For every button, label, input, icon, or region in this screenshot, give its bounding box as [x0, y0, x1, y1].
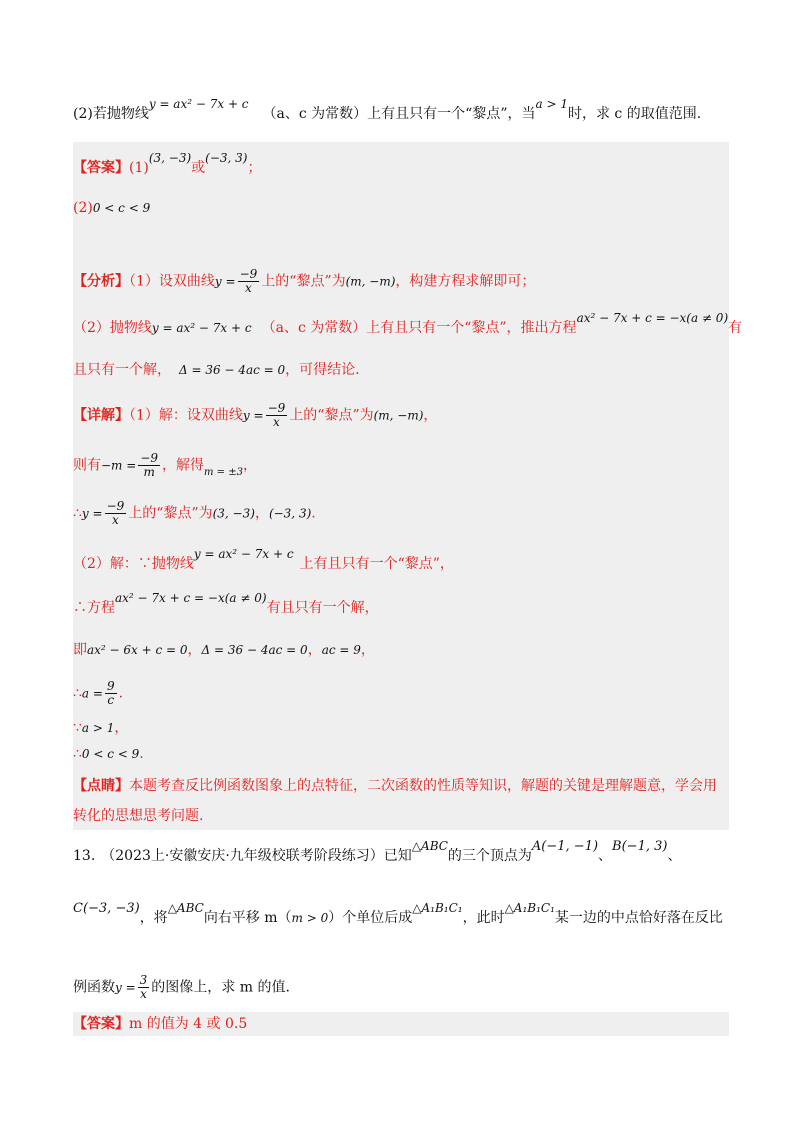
analysis-l1-c: ，构建方程求解即可；: [395, 273, 536, 290]
detail-line-8: [73, 718, 727, 738]
analysis-line-2: [73, 311, 743, 338]
analysis-l3-delta: Δ = 36 − 4ac = 0: [179, 363, 286, 377]
analysis-l1-a: （1）设双曲线: [129, 273, 215, 290]
answer-part1-end: ；: [247, 160, 262, 176]
answer13-tag: 【答案】: [73, 1016, 129, 1032]
fraction-numerator: −9: [267, 401, 286, 415]
detail-l4-equation: y = ax² − 7x + c: [193, 547, 294, 561]
analysis-line-1: [73, 268, 727, 295]
q13-vertex-b: B(−1, 3): [612, 839, 668, 854]
analysis-l2-b: （a、c 为常数）上有且只有一个“黎点”，推出方程: [261, 320, 577, 336]
detail-l3-b: 上的“黎点”为: [128, 505, 213, 522]
question-13-line-1: [73, 839, 727, 867]
q13-triangle: △ABC: [411, 839, 448, 853]
analysis-l1-y: y =: [214, 274, 236, 289]
fraction-denominator: x: [245, 281, 252, 295]
detail-l1-fraction: [266, 402, 288, 429]
analysis-l2-equation: y = ax² − 7x + c: [151, 321, 252, 335]
detail-l2-a: 则有: [73, 457, 101, 474]
fraction-numerator: −9: [140, 451, 159, 465]
detail-l1-a: （1）解：设双曲线: [129, 407, 243, 424]
fraction-denominator: x: [140, 987, 147, 1001]
answer-line-1: [73, 151, 727, 178]
q13-l2-c: ）个单位后成: [328, 910, 413, 926]
detail-line-6: [73, 640, 727, 660]
detail-l7-end: .: [118, 685, 124, 702]
q13-l3-fraction: [138, 974, 150, 1001]
q2-a-condition: a > 1: [535, 97, 568, 111]
analysis-l2-equation-2: ax² − 7x + c = −x(a ≠ 0): [576, 311, 729, 325]
answer-point-2: (−3, 3): [205, 151, 248, 165]
comment-text-1: 本题考查反比例函数图象上的点特征，二次函数的性质等知识，解题的关键是理解题意，学会用: [129, 778, 717, 794]
q13-l1-b: 的三个顶点为: [447, 848, 532, 864]
comment-line-2: [73, 806, 727, 826]
detail-l7-a: ∴: [73, 685, 82, 702]
q13-l2-a: ，将: [139, 910, 168, 926]
detail-l3-fraction: [105, 500, 127, 527]
detail-l8-a: ∵: [73, 720, 82, 736]
detail-l5-b: 有且只有一个解，: [266, 600, 379, 616]
analysis-l3-a: 且只有一个解，: [73, 362, 171, 378]
answer-part2-prefix: (2): [73, 200, 93, 216]
detail-l3-a: ∴: [73, 505, 82, 522]
detail-l3-point-2: (−3, 3): [268, 506, 312, 521]
question-13-line-2: [73, 901, 727, 929]
detail-l2-fraction: [138, 452, 160, 479]
detail-l7-lhs: a =: [81, 686, 103, 701]
analysis-l1-point: (m, −m): [345, 274, 396, 289]
fraction-denominator: m: [143, 465, 155, 479]
q13-l2-d: ，此时: [462, 910, 505, 926]
answer-or: 或: [191, 160, 206, 176]
detail-l6-a: 即: [73, 642, 87, 658]
q13-l2-b: 向右平移 m（: [203, 910, 292, 926]
fraction-numerator: 3: [139, 973, 148, 987]
q13-l1-end: 、: [667, 848, 682, 864]
analysis-tag: 【分析】: [73, 273, 129, 290]
analysis-l1-fraction: [238, 268, 260, 295]
detail-l1-b: 上的“黎点”为: [289, 407, 374, 424]
detail-l2-b: ，解得: [162, 457, 205, 474]
q13-l3-b: 的图像上，求 m 的值.: [151, 979, 290, 996]
question-2: [73, 97, 727, 124]
detail-l8-equation: a > 1: [81, 721, 115, 735]
q13-triangle-2: △ABC: [167, 901, 204, 915]
q13-triangle-a1b1c1-2: △A₁B₁C₁: [504, 901, 555, 915]
detail-l1-c: ，: [423, 407, 438, 424]
detail-l4-b: 上有且只有一个“黎点”，: [299, 556, 454, 572]
fraction-denominator: x: [273, 415, 280, 429]
analysis-l1-b: 上的“黎点”为: [261, 273, 346, 290]
detail-line-4: [73, 547, 727, 574]
comment-text-2: 转化的思想思考问题.: [73, 808, 204, 824]
detail-l6-sep1: ，: [187, 642, 202, 658]
q13-l3-a: 例函数: [73, 979, 115, 996]
answer-inequality: 0 < c < 9: [92, 201, 151, 215]
detail-l3-c: .: [311, 505, 316, 522]
q13-l3-y: y =: [115, 980, 136, 995]
fraction-numerator: −9: [106, 499, 125, 513]
q13-m-condition: m > 0: [291, 911, 329, 925]
detail-l2-solution: m = ±3: [204, 466, 243, 478]
fraction-denominator: c: [107, 693, 115, 707]
q2-condition: （a、c 为常数）上有且只有一个“黎点”，当: [262, 106, 536, 122]
q13-vertex-c: C(−3, −3): [73, 901, 140, 916]
detail-l8-end: ，: [114, 720, 129, 736]
analysis-l2-a: （2）抛物线: [73, 320, 152, 336]
detail-line-5: [73, 591, 727, 618]
detail-l9-equation: 0 < c < 9: [81, 747, 140, 761]
detail-l9-a: ∴: [73, 746, 82, 762]
detail-l6-equation-1: ax² − 6x + c = 0: [87, 643, 188, 657]
fraction-numerator: 9: [106, 679, 115, 693]
detail-l2-lhs: −m =: [101, 458, 137, 473]
detail-l2-c: ，: [242, 457, 257, 474]
question-13-line-3: [73, 974, 727, 1001]
detail-line-9: [73, 744, 727, 764]
q2-suffix: 时，求 c 的取值范围.: [567, 106, 702, 122]
fraction-denominator: x: [112, 513, 119, 527]
detail-tag: 【详解】: [73, 407, 129, 424]
analysis-l3-b: ，可得结论.: [285, 362, 360, 378]
detail-l1-y: y =: [242, 408, 264, 423]
answer-line-2: [73, 198, 727, 218]
q13-l2-e: 某一边的中点恰好落在反比: [554, 910, 723, 926]
comment-tag: 【点睛】: [73, 778, 129, 794]
detail-l3-point-1: (3, −3): [212, 506, 255, 521]
answer13-text: m 的值为 4 或 0.5: [129, 1016, 248, 1032]
detail-l4-a: （2）解：∵抛物线: [73, 556, 194, 572]
q2-parabola-equation: y = ax² − 7x + c: [148, 97, 249, 111]
detail-l3-y: y =: [81, 506, 103, 521]
q13-triangle-a1b1c1: △A₁B₁C₁: [412, 901, 463, 915]
detail-line-7: [73, 680, 727, 707]
detail-l1-point: (m, −m): [373, 408, 424, 423]
detail-l5-a: ∴方程: [73, 600, 115, 616]
q2-prefix: (2)若抛物线: [73, 106, 149, 122]
analysis-l2-c: 有: [728, 320, 743, 336]
detail-l7-fraction: [105, 680, 117, 707]
detail-line-2: [73, 452, 727, 479]
fraction-numerator: −9: [239, 267, 258, 281]
detail-l6-end: ，: [360, 642, 375, 658]
detail-l3-sep: ，: [254, 505, 269, 522]
detail-l6-equation-3: ac = 9: [321, 643, 361, 657]
detail-l9-end: .: [139, 746, 144, 762]
answer-tag: 【答案】: [73, 160, 129, 176]
detail-line-3: [73, 500, 727, 527]
detail-line-1: [73, 402, 727, 429]
analysis-line-3: [73, 360, 727, 380]
detail-l6-equation-2: Δ = 36 − 4ac = 0: [201, 643, 308, 657]
answer-part1-prefix: (1): [129, 160, 149, 176]
comment-line-1: [73, 776, 727, 796]
q13-sep: 、: [598, 848, 613, 864]
answer-point-1: (3, −3): [148, 151, 192, 165]
answer13-line: [73, 1014, 727, 1034]
detail-l5-equation: ax² − 7x + c = −x(a ≠ 0): [115, 591, 267, 605]
detail-l6-sep2: ，: [307, 642, 322, 658]
q13-source: （2023上·安徽安庆·九年级校联考阶段练习）已知: [101, 848, 412, 864]
q13-number: 13.: [73, 848, 96, 864]
q13-vertex-a: A(−1, −1): [531, 839, 599, 854]
